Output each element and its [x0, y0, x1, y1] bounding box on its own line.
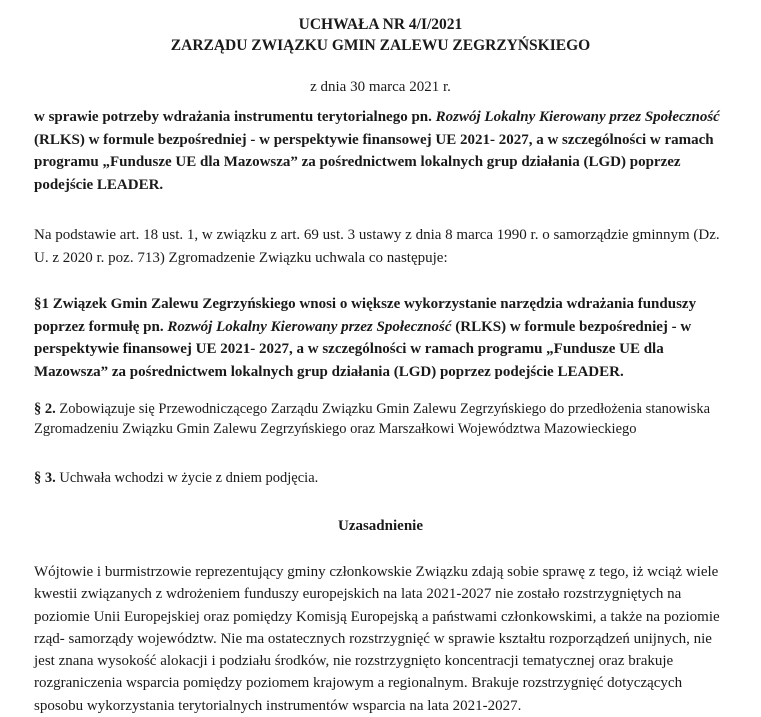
justification-heading: Uzasadnienie: [337, 518, 423, 534]
paragraph-2-label: § 2.: [34, 401, 56, 417]
resolution-title: UCHWAŁA NR 4/I/2021: [298, 16, 463, 33]
paragraph-2-text: Zobowiązuje się Przewodniczącego Zarządu Związku Gmin Zalewu Zegrzyńskiego do przedłożenia stanowiska Zgromadzeniu Związku Gmin Zalewu Zegrzyńskiego oraz Marszałkowi Województwa Mazowieckiego: [34, 401, 711, 437]
justification-text: Wójtowie i burmistrzowie reprezentujący gminy członkowskie Związku zdają sobie sprawę z tego, iż wciąż wiele kwestii związanych z wdrożeniem funduszy europejskich na lata 2021-2027 nie zostało rozstrzygniętych na poziomie Unii Europejskiej oraz pomiędzy Komisją Europejską a państwami członkowskimi, a także na poziomie rząd- samorządy województw. Nie ma ostatecznych rozstrzygnięć w sprawie kształtu rozporządzeń unijnych, nie jest znana wysokość alokacji i podziału środków, nie rozstrzygnięto koncentracji tematycznej oraz brakuje rozgraniczenia wsparcia pomiędzy poziomem krajowym a regionalnym. Brakuje rozstrzygnięć dotyczących sposobu wykorzystania terytorialnych instrumentów wsparcia na lata 2021-2027.: [34, 564, 720, 714]
resolution-subject: [34, 106, 734, 196]
paragraph-1-italic-name: Rozwój Lokalny Kierowany przez Społeczność: [167, 318, 452, 335]
subject-text-1: w sprawie potrzeby wdrażania instrumentu terytorialnego pn.: [34, 109, 436, 125]
legal-basis: Na podstawie art. 18 ust. 1, w związku z art. 69 ust. 3 ustawy z dnia 8 marca 1990 r. o samorządzie gminnym (Dz. U. z 2020 r. poz. 713) Zgromadzenie Związku uchwala co następuje:: [34, 227, 720, 266]
paragraph-3-text: Uchwała wchodzi w życie z dniem podjęcia.: [55, 470, 319, 486]
subject-text-2: (RLKS) w formule bezpośredniej - w perspektywie finansowej UE 2021- 2027, a w szczególności w ramach programu „Fundusze UE dla Mazowsza” za pośrednictwem lokalnych grup działania (LGD) poprzez podejście LEADER.: [34, 131, 714, 193]
paragraph-2: [34, 400, 734, 439]
paragraph-1-text-2: (RLKS) w formule bezpośredniej - w perspektywie finansowej UE 2021- 2027, a w szczególności w ramach programu „Fundusze UE dla Mazowsza” za pośrednictwem lokalnych grup działania (LGD) poprzez podejście LEADER.: [34, 318, 692, 380]
paragraph-1: [34, 293, 734, 383]
paragraph-1-text-1: §1 Związek Gmin Zalewu Zegrzyńskiego wnosi o większe wykorzystanie narzędzia wdrażania funduszy poprzez formułę pn.: [34, 296, 697, 335]
paragraph-3: [34, 467, 734, 489]
resolution-date: z dnia 30 marca 2021 r.: [310, 79, 451, 95]
subject-italic-name: Rozwój Lokalny Kierowany przez Społeczność: [435, 109, 720, 125]
paragraph-3-label: § 3.: [34, 470, 56, 486]
resolution-issuer: ZARZĄDU ZWIĄZKU GMIN ZALEWU ZEGRZYŃSKIEGO: [170, 37, 591, 54]
